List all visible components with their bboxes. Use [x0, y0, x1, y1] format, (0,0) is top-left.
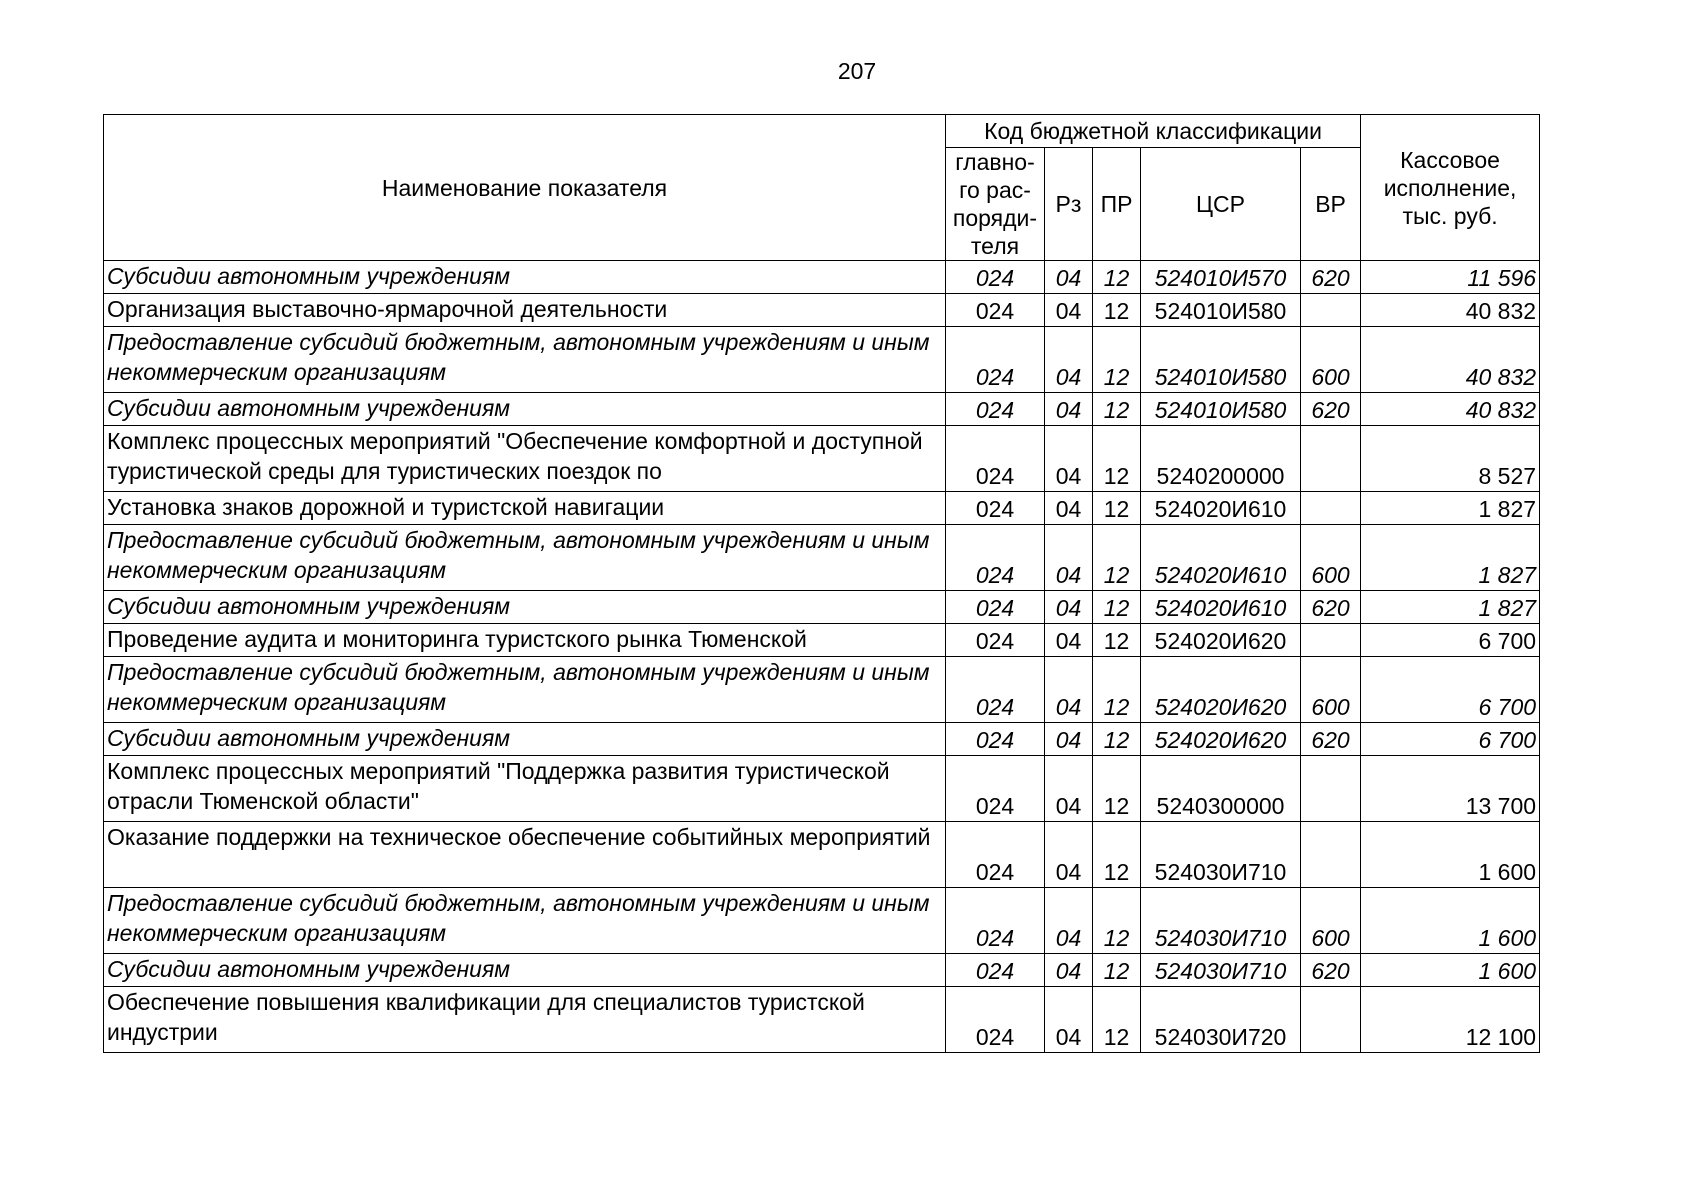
- cell-pr: 12: [1093, 393, 1141, 426]
- cell-name: Установка знаков дорожной и туристской навигации: [104, 492, 946, 525]
- cell-csr: 524020И610: [1141, 591, 1301, 624]
- cell-amount: 1 600: [1361, 954, 1540, 987]
- cell-name: Субсидии автономным учреждениям: [104, 591, 946, 624]
- table-row: [104, 525, 1540, 591]
- cell-vr: [1301, 492, 1361, 525]
- header-gr: главно-го рас-поряди-теля: [946, 148, 1045, 261]
- cell-csr: 524020И610: [1141, 492, 1301, 525]
- cell-amount: 11 596: [1361, 261, 1540, 294]
- cell-rz: 04: [1045, 393, 1093, 426]
- cell-vr: 620: [1301, 591, 1361, 624]
- cell-csr: 524030И710: [1141, 954, 1301, 987]
- cell-pr: 12: [1093, 327, 1141, 393]
- cell-gr: 024: [946, 657, 1045, 723]
- cell-name: Субсидии автономным учреждениям: [104, 954, 946, 987]
- table-row: [104, 756, 1540, 822]
- cell-vr: 600: [1301, 888, 1361, 954]
- cell-vr: [1301, 624, 1361, 657]
- cell-amount: 8 527: [1361, 426, 1540, 492]
- cell-csr: 5240200000: [1141, 426, 1301, 492]
- cell-pr: 12: [1093, 591, 1141, 624]
- cell-gr: 024: [946, 624, 1045, 657]
- cell-name: Оказание поддержки на техническое обеспечение событийных мероприятий: [104, 822, 946, 888]
- cell-amount: 12 100: [1361, 987, 1540, 1053]
- cell-gr: 024: [946, 294, 1045, 327]
- cell-csr: 524030И720: [1141, 987, 1301, 1053]
- cell-gr: 024: [946, 525, 1045, 591]
- cell-vr: 620: [1301, 954, 1361, 987]
- table-row: [104, 888, 1540, 954]
- cell-vr: 600: [1301, 657, 1361, 723]
- cell-amount: 40 832: [1361, 393, 1540, 426]
- cell-rz: 04: [1045, 525, 1093, 591]
- cell-rz: 04: [1045, 591, 1093, 624]
- cell-vr: 620: [1301, 393, 1361, 426]
- cell-gr: 024: [946, 393, 1045, 426]
- cell-amount: 40 832: [1361, 327, 1540, 393]
- cell-csr: 524020И620: [1141, 657, 1301, 723]
- cell-pr: 12: [1093, 261, 1141, 294]
- cell-amount: 1 827: [1361, 525, 1540, 591]
- cell-vr: 620: [1301, 261, 1361, 294]
- cell-pr: 12: [1093, 888, 1141, 954]
- header-name: Наименование показателя: [104, 115, 946, 261]
- cell-rz: 04: [1045, 492, 1093, 525]
- header-csr: ЦСР: [1141, 148, 1301, 261]
- cell-csr: 524030И710: [1141, 888, 1301, 954]
- cell-amount: 1 827: [1361, 492, 1540, 525]
- cell-pr: 12: [1093, 822, 1141, 888]
- cell-rz: 04: [1045, 822, 1093, 888]
- cell-gr: 024: [946, 327, 1045, 393]
- cell-name: Субсидии автономным учреждениям: [104, 393, 946, 426]
- header-pr: ПР: [1093, 148, 1141, 261]
- table-row: [104, 492, 1540, 525]
- cell-csr: 524020И610: [1141, 525, 1301, 591]
- cell-rz: 04: [1045, 756, 1093, 822]
- cell-vr: 600: [1301, 327, 1361, 393]
- cell-gr: 024: [946, 723, 1045, 756]
- cell-pr: 12: [1093, 954, 1141, 987]
- cell-vr: [1301, 756, 1361, 822]
- table-row: [104, 822, 1540, 888]
- cell-gr: 024: [946, 756, 1045, 822]
- cell-name: Обеспечение повышения квалификации для специалистов туристской индустрии: [104, 987, 946, 1053]
- cell-vr: 620: [1301, 723, 1361, 756]
- cell-vr: [1301, 987, 1361, 1053]
- table-body: [104, 261, 1540, 1053]
- table-row: [104, 591, 1540, 624]
- cell-amount: 1 827: [1361, 591, 1540, 624]
- cell-name: Субсидии автономным учреждениям: [104, 723, 946, 756]
- cell-gr: 024: [946, 822, 1045, 888]
- cell-rz: 04: [1045, 954, 1093, 987]
- cell-name: Предоставление субсидий бюджетным, автономным учреждениям и иным некоммерческим организациям: [104, 327, 946, 393]
- cell-rz: 04: [1045, 657, 1093, 723]
- cell-name: Комплекс процессных мероприятий "Поддержка развития туристической отрасли Тюменской области": [104, 756, 946, 822]
- cell-pr: 12: [1093, 426, 1141, 492]
- cell-name: Комплекс процессных мероприятий "Обеспечение комфортной и доступной туристической среды для туристических поездок по: [104, 426, 946, 492]
- cell-name: Предоставление субсидий бюджетным, автономным учреждениям и иным некоммерческим организациям: [104, 888, 946, 954]
- table-row: [104, 624, 1540, 657]
- cell-rz: 04: [1045, 888, 1093, 954]
- table-row: [104, 987, 1540, 1053]
- cell-name: Субсидии автономным учреждениям: [104, 261, 946, 294]
- table-row: [104, 954, 1540, 987]
- cell-csr: 524010И580: [1141, 393, 1301, 426]
- header-rz: Рз: [1045, 148, 1093, 261]
- cell-amount: 6 700: [1361, 723, 1540, 756]
- cell-vr: 600: [1301, 525, 1361, 591]
- cell-pr: 12: [1093, 756, 1141, 822]
- cell-rz: 04: [1045, 426, 1093, 492]
- cell-gr: 024: [946, 426, 1045, 492]
- cell-gr: 024: [946, 261, 1045, 294]
- cell-rz: 04: [1045, 261, 1093, 294]
- cell-rz: 04: [1045, 987, 1093, 1053]
- table-row: [104, 657, 1540, 723]
- cell-gr: 024: [946, 591, 1045, 624]
- table-row: [104, 723, 1540, 756]
- cell-gr: 024: [946, 888, 1045, 954]
- cell-gr: 024: [946, 954, 1045, 987]
- budget-table: [103, 114, 1540, 1053]
- cell-csr: 524010И570: [1141, 261, 1301, 294]
- cell-amount: 1 600: [1361, 822, 1540, 888]
- cell-vr: [1301, 294, 1361, 327]
- cell-pr: 12: [1093, 624, 1141, 657]
- cell-amount: 40 832: [1361, 294, 1540, 327]
- table-row: [104, 327, 1540, 393]
- table-row: [104, 261, 1540, 294]
- cell-pr: 12: [1093, 525, 1141, 591]
- cell-amount: 6 700: [1361, 624, 1540, 657]
- cell-pr: 12: [1093, 294, 1141, 327]
- cell-name: Предоставление субсидий бюджетным, автономным учреждениям и иным некоммерческим организациям: [104, 525, 946, 591]
- header-code-group: Код бюджетной классификации: [946, 115, 1361, 148]
- table-row: [104, 294, 1540, 327]
- cell-amount: 6 700: [1361, 657, 1540, 723]
- cell-vr: [1301, 426, 1361, 492]
- cell-csr: 5240300000: [1141, 756, 1301, 822]
- cell-name: Организация выставочно-ярмарочной деятельности: [104, 294, 946, 327]
- cell-amount: 1 600: [1361, 888, 1540, 954]
- table-row: [104, 426, 1540, 492]
- cell-name: Предоставление субсидий бюджетным, автономным учреждениям и иным некоммерческим организациям: [104, 657, 946, 723]
- cell-amount: 13 700: [1361, 756, 1540, 822]
- cell-pr: 12: [1093, 723, 1141, 756]
- page-number: 207: [837, 58, 877, 84]
- cell-csr: 524010И580: [1141, 294, 1301, 327]
- header-vr: ВР: [1301, 148, 1361, 261]
- cell-rz: 04: [1045, 327, 1093, 393]
- table-header: [104, 115, 1540, 261]
- cell-csr: 524010И580: [1141, 327, 1301, 393]
- cell-rz: 04: [1045, 723, 1093, 756]
- cell-gr: 024: [946, 987, 1045, 1053]
- table-row: [104, 393, 1540, 426]
- cell-csr: 524020И620: [1141, 624, 1301, 657]
- cell-gr: 024: [946, 492, 1045, 525]
- cell-rz: 04: [1045, 624, 1093, 657]
- header-amount: Кассовое исполнение, тыс. руб.: [1361, 115, 1540, 261]
- cell-vr: [1301, 822, 1361, 888]
- cell-csr: 524030И710: [1141, 822, 1301, 888]
- cell-name: Проведение аудита и мониторинга туристского рынка Тюменской: [104, 624, 946, 657]
- cell-rz: 04: [1045, 294, 1093, 327]
- cell-csr: 524020И620: [1141, 723, 1301, 756]
- cell-pr: 12: [1093, 492, 1141, 525]
- cell-pr: 12: [1093, 987, 1141, 1053]
- cell-pr: 12: [1093, 657, 1141, 723]
